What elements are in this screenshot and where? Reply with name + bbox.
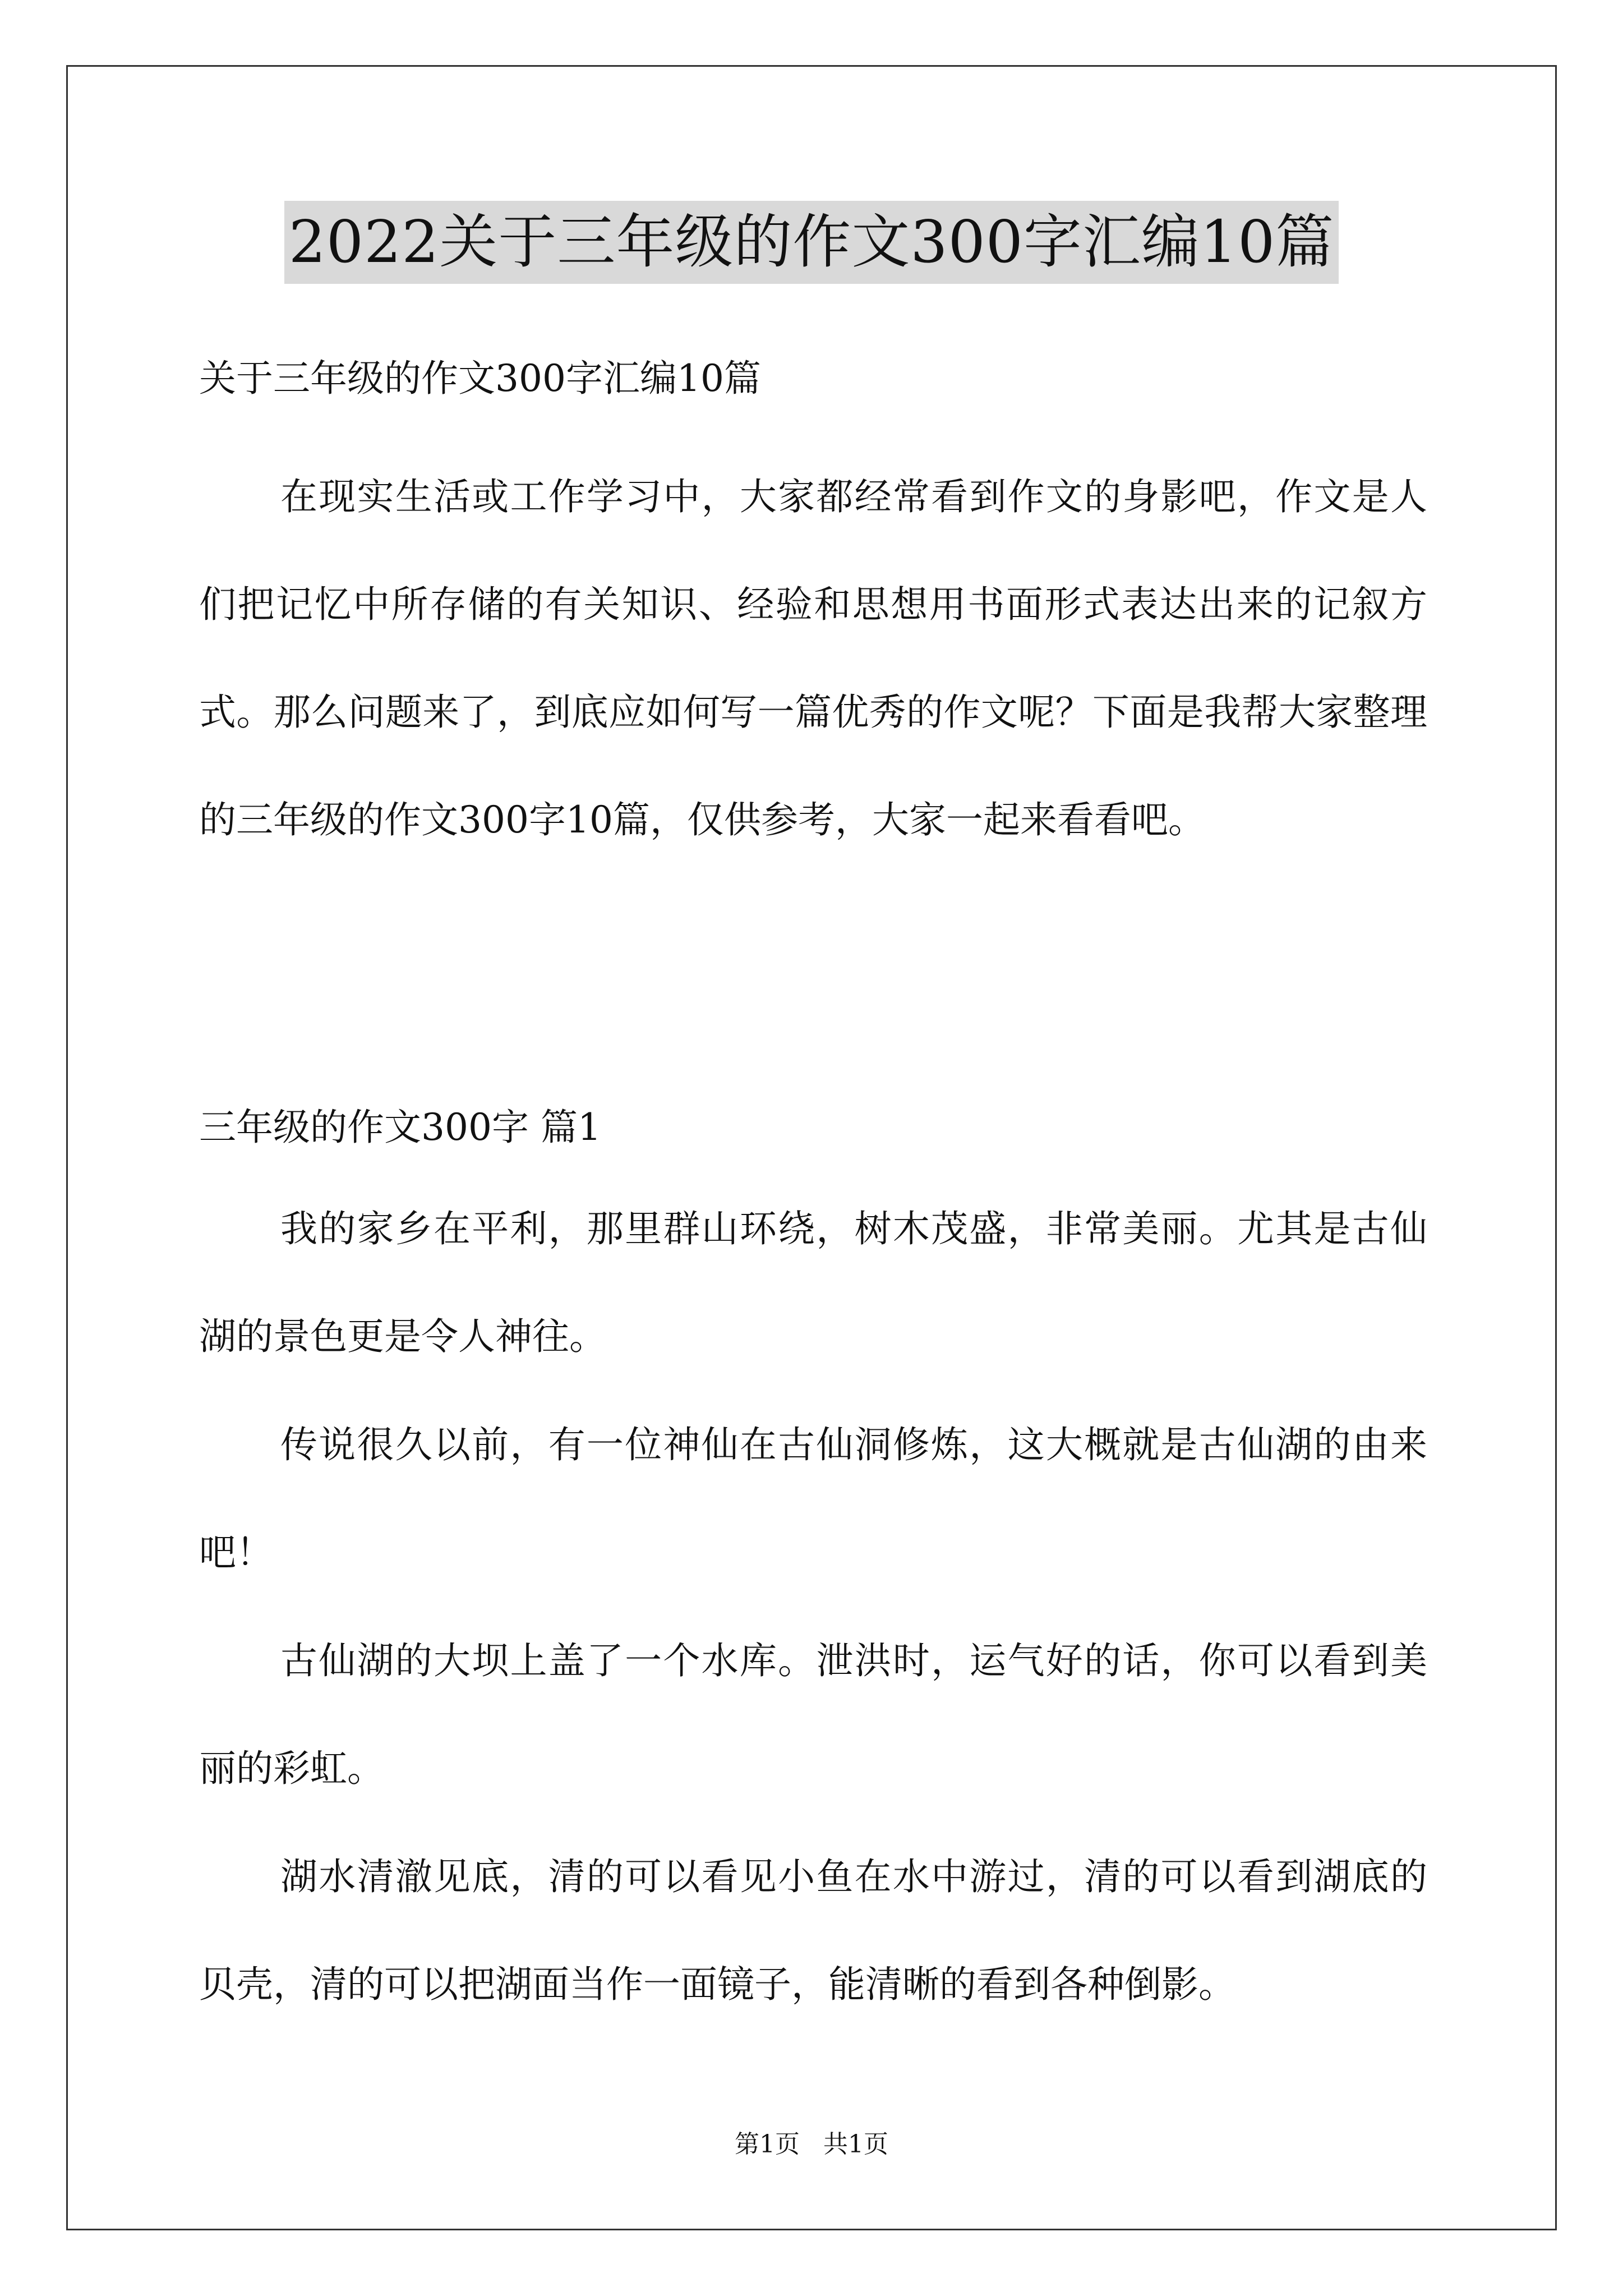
document-subtitle: 关于三年级的作文300字汇编10篇 xyxy=(199,357,761,400)
body-paragraph-4: 湖水清澈见底，清的可以看见小鱼在水中游过，清的可以看到湖底的贝壳，清的可以把湖面当作一面镜子，能清晰的看到各种倒影。 xyxy=(199,1855,1427,2006)
body-paragraph-2: 传说很久以前，有一位神仙在古仙洞修炼，这大概就是古仙湖的由来吧！ xyxy=(199,1423,1427,1574)
title-container xyxy=(0,201,1623,284)
intro-paragraph: 在现实生活或工作学习中，大家都经常看到作文的身影吧，作文是人们把记忆中所存储的有关知识、经验和思想用书面形式表达出来的记叙方式。那么问题来了，到底应如何写一篇优秀的作文呢？下面是我帮大家整理的三年级的作文300字10篇，仅供参考，大家一起来看看吧。 xyxy=(199,475,1427,841)
body-paragraph-3: 古仙湖的大坝上盖了一个水库。泄洪时，运气好的话，你可以看到美丽的彩虹。 xyxy=(199,1639,1427,1790)
body-paragraph-1: 我的家乡在平利，那里群山环绕，树木茂盛，非常美丽。尤其是古仙湖的景色更是令人神往。 xyxy=(199,1207,1427,1358)
page-footer: 第1页 共1页 xyxy=(735,2130,888,2159)
section-heading: 三年级的作文300字 篇1 xyxy=(199,1106,601,1149)
document-title: 2022关于三年级的作文300字汇编10篇 xyxy=(284,201,1339,284)
